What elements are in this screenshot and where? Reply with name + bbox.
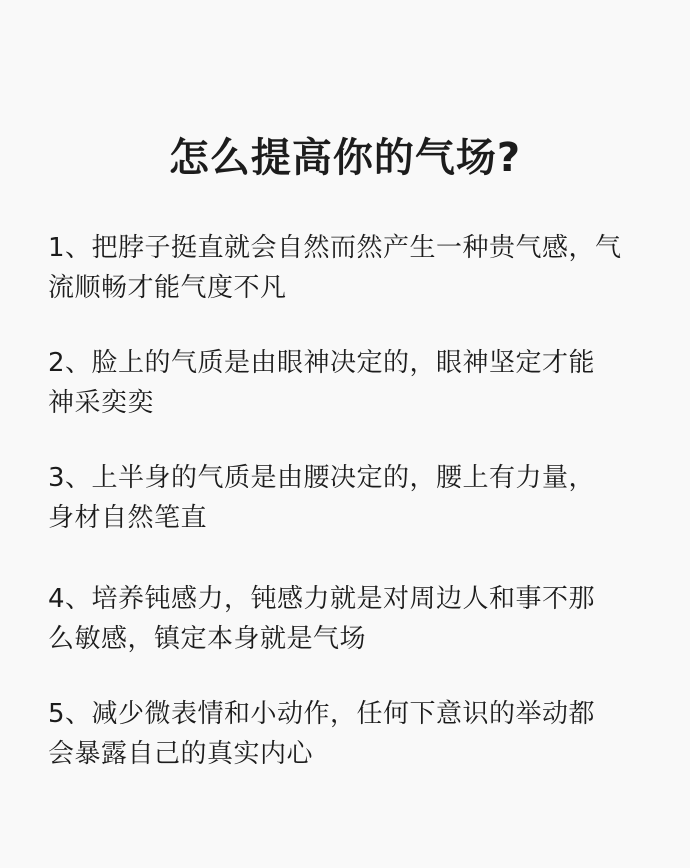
tip-2-line-2: 神采奕奕: [48, 388, 155, 418]
tip-item-3: [48, 458, 648, 538]
page-title: 怎么提高你的气场?: [168, 135, 522, 181]
tip-5-line-2: 会暴露自己的真实内心: [48, 739, 314, 769]
tip-5-line-1: 5、减少微表情和小动作，任何下意识的举动都: [48, 699, 596, 729]
tip-3-line-1: 3、上半身的气质是由腰决定的，腰上有力量，: [48, 463, 596, 493]
tip-4-line-2: 么敏感，镇定本身就是气场: [48, 624, 367, 654]
tip-item-2: [48, 343, 648, 423]
tip-1-line-2: 流顺畅才能气度不凡: [48, 273, 287, 303]
tip-item-4: [48, 579, 648, 659]
tip-1-line-1: 1、把脖子挺直就会自然而然产生一种贵气感，气: [48, 233, 622, 263]
tip-2-line-1: 2、脸上的气质是由眼神决定的，眼神坚定才能: [48, 348, 596, 378]
tip-item-5: [48, 694, 648, 774]
tip-4-line-1: 4、培养钝感力，钝感力就是对周边人和事不那: [48, 584, 596, 614]
tip-3-line-2: 身材自然笔直: [48, 503, 208, 533]
tip-item-1: [48, 228, 648, 308]
